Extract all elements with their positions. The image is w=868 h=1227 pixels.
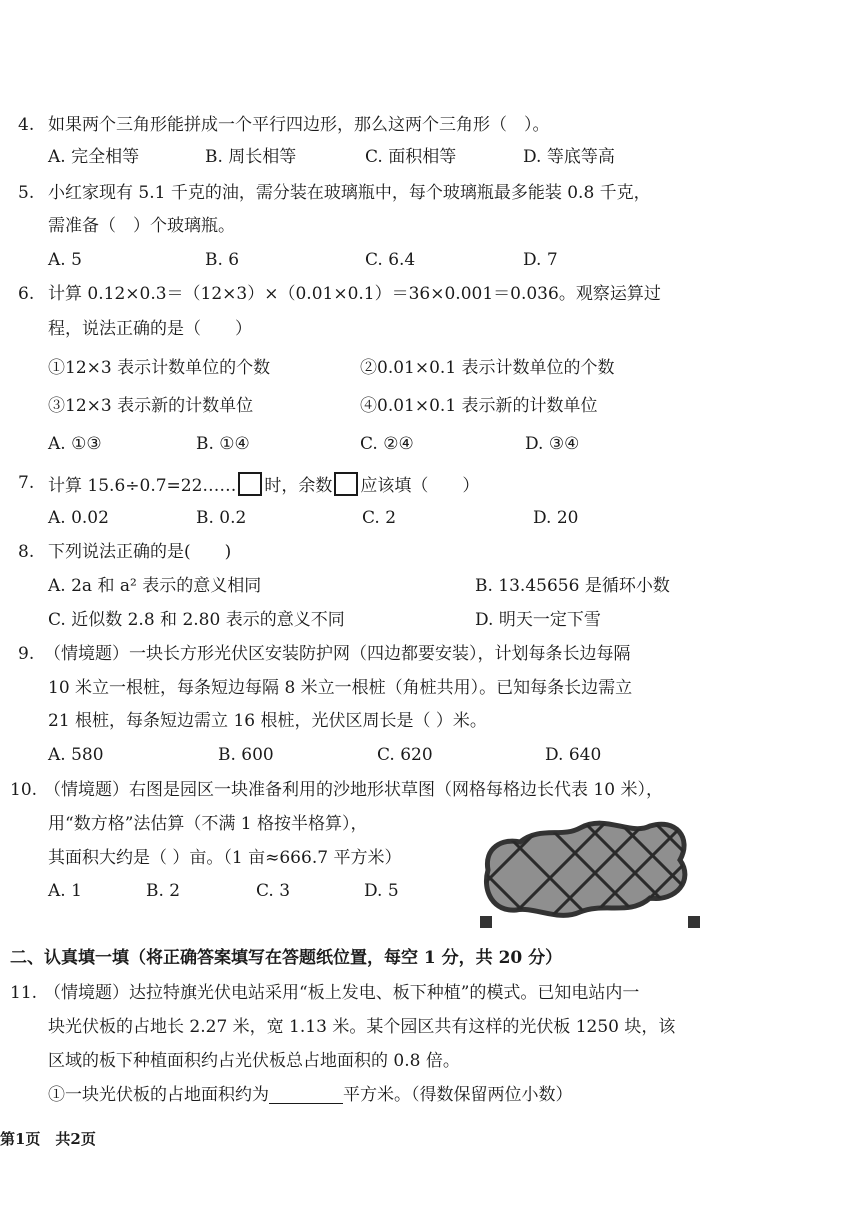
page-footer: 第1页 共2页 — [0, 1130, 96, 1148]
q5-option-b: B. 6 — [205, 250, 240, 270]
q8-option-c: C. 近似数 2.8 和 2.80 表示的意义不同 — [48, 610, 345, 630]
q7-blank-box-1 — [238, 472, 262, 496]
q7-number: 7. — [18, 473, 35, 493]
q6-statement-3: ③12×3 表示新的计数单位 — [48, 396, 254, 416]
q10-line3: 其面积大约是（ ）亩。（1 亩≈666.7 平方米） — [48, 848, 402, 868]
q7-option-d: D. 20 — [533, 508, 579, 528]
q5-number: 5. — [18, 183, 35, 203]
q8-text: 下列说法正确的是( ) — [48, 542, 232, 562]
q6-option-a: A. ①③ — [48, 434, 102, 454]
q8-option-a: A. 2a 和 a² 表示的意义相同 — [48, 576, 262, 596]
q11-number: 11. — [10, 983, 38, 1003]
sand-land-grid-figure — [480, 808, 700, 928]
q8-option-d: D. 明天一定下雪 — [475, 610, 601, 630]
q11-sub1-prefix: ①一块光伏板的占地面积约为 — [48, 1085, 269, 1105]
q9-option-c: C. 620 — [377, 745, 433, 765]
q4-option-b: B. 周长相等 — [205, 147, 297, 167]
section-2-title: 二、认真填一填（将正确答案填写在答题纸位置，每空 1 分，共 20 分） — [10, 948, 563, 968]
q6-statement-2: ②0.01×0.1 表示计数单位的个数 — [360, 358, 615, 378]
q9-line1: （情境题）一块长方形光伏区安装防护网（四边都要安装），计划每条长边每隔 — [44, 644, 631, 664]
q4-text: 如果两个三角形能拼成一个平行四边形，那么这两个三角形（ ）。 — [48, 115, 550, 135]
q10-number: 10. — [10, 780, 38, 800]
q10-option-b: B. 2 — [146, 881, 181, 901]
q10-line1: （情境题）右图是园区一块准备利用的沙地形状草图（网格每格边长代表 10 米）， — [44, 780, 663, 800]
q7-option-a: A. 0.02 — [48, 508, 109, 528]
q6-statement-4: ④0.01×0.1 表示新的计数单位 — [360, 396, 598, 416]
q11-line3: 区域的板下种植面积约占光伏板总占地面积的 0.8 倍。 — [48, 1051, 460, 1071]
q11-sub1-suffix: 平方米。（得数保留两位小数） — [343, 1085, 573, 1105]
q9-line2: 10 米立一根桩，每条短边每隔 8 米立一根桩（角桩共用）。已知每条长边需立 — [48, 678, 633, 698]
q9-option-b: B. 600 — [218, 745, 274, 765]
q10-option-a: A. 1 — [48, 881, 82, 901]
q9-line3: 21 根桩，每条短边需立 16 根桩，光伏区周长是（ ）米。 — [48, 711, 487, 731]
q11-sub1 — [48, 1084, 573, 1106]
q5-option-c: C. 6.4 — [365, 250, 416, 270]
q5-option-a: A. 5 — [48, 250, 82, 270]
q11-answer-blank — [269, 1085, 343, 1104]
q10-option-c: C. 3 — [256, 881, 291, 901]
q5-line2: 需准备（ ）个玻璃瓶。 — [48, 216, 235, 236]
q7-option-b: B. 0.2 — [196, 508, 247, 528]
q6-option-c: C. ②④ — [360, 434, 414, 454]
q5-line1: 小红家现有 5.1 千克的油，需分装在玻璃瓶中，每个玻璃瓶最多能装 0.8 千克， — [48, 183, 651, 203]
q4-option-c: C. 面积相等 — [365, 147, 457, 167]
q9-number: 9. — [18, 644, 35, 664]
q8-option-b: B. 13.45656 是循环小数 — [475, 576, 670, 596]
q9-option-d: D. 640 — [545, 745, 602, 765]
q7-text-part3: 应该填（ ） — [360, 476, 480, 496]
q8-number: 8. — [18, 542, 35, 562]
q6-option-b: B. ①④ — [196, 434, 250, 454]
q6-statement-1: ①12×3 表示计数单位的个数 — [48, 358, 271, 378]
q7-blank-box-2 — [334, 472, 358, 496]
q6-line2: 程，说法正确的是（ ） — [48, 319, 252, 339]
q4-number: 4. — [18, 115, 35, 135]
q9-option-a: A. 580 — [48, 745, 104, 765]
q7-text-part1: 计算 15.6÷0.7=22…… — [48, 476, 237, 496]
q10-line2: 用“数方格”法估算（不满 1 格按半格算）， — [48, 814, 368, 834]
q7-option-c: C. 2 — [362, 508, 397, 528]
q7-text-part2: 时，余数 — [264, 476, 333, 496]
q6-option-d: D. ③④ — [525, 434, 580, 454]
q6-line1: 计算 0.12×0.3＝（12×3）×（0.01×0.1）＝36×0.001＝0.036。观察运算过 — [48, 284, 661, 304]
q4-option-a: A. 完全相等 — [48, 147, 140, 167]
q11-line1: （情境题）达拉特旗光伏电站采用“板上发电、板下种植”的模式。已知电站内一 — [44, 983, 640, 1003]
q4-option-d: D. 等底等高 — [523, 147, 615, 167]
q7-text — [48, 472, 479, 497]
q6-number: 6. — [18, 284, 35, 304]
q10-option-d: D. 5 — [364, 881, 399, 901]
q5-option-d: D. 7 — [523, 250, 558, 270]
q11-line2: 块光伏板的占地长 2.27 米，宽 1.13 米。某个园区共有这样的光伏板 1250 块，该 — [48, 1017, 676, 1037]
